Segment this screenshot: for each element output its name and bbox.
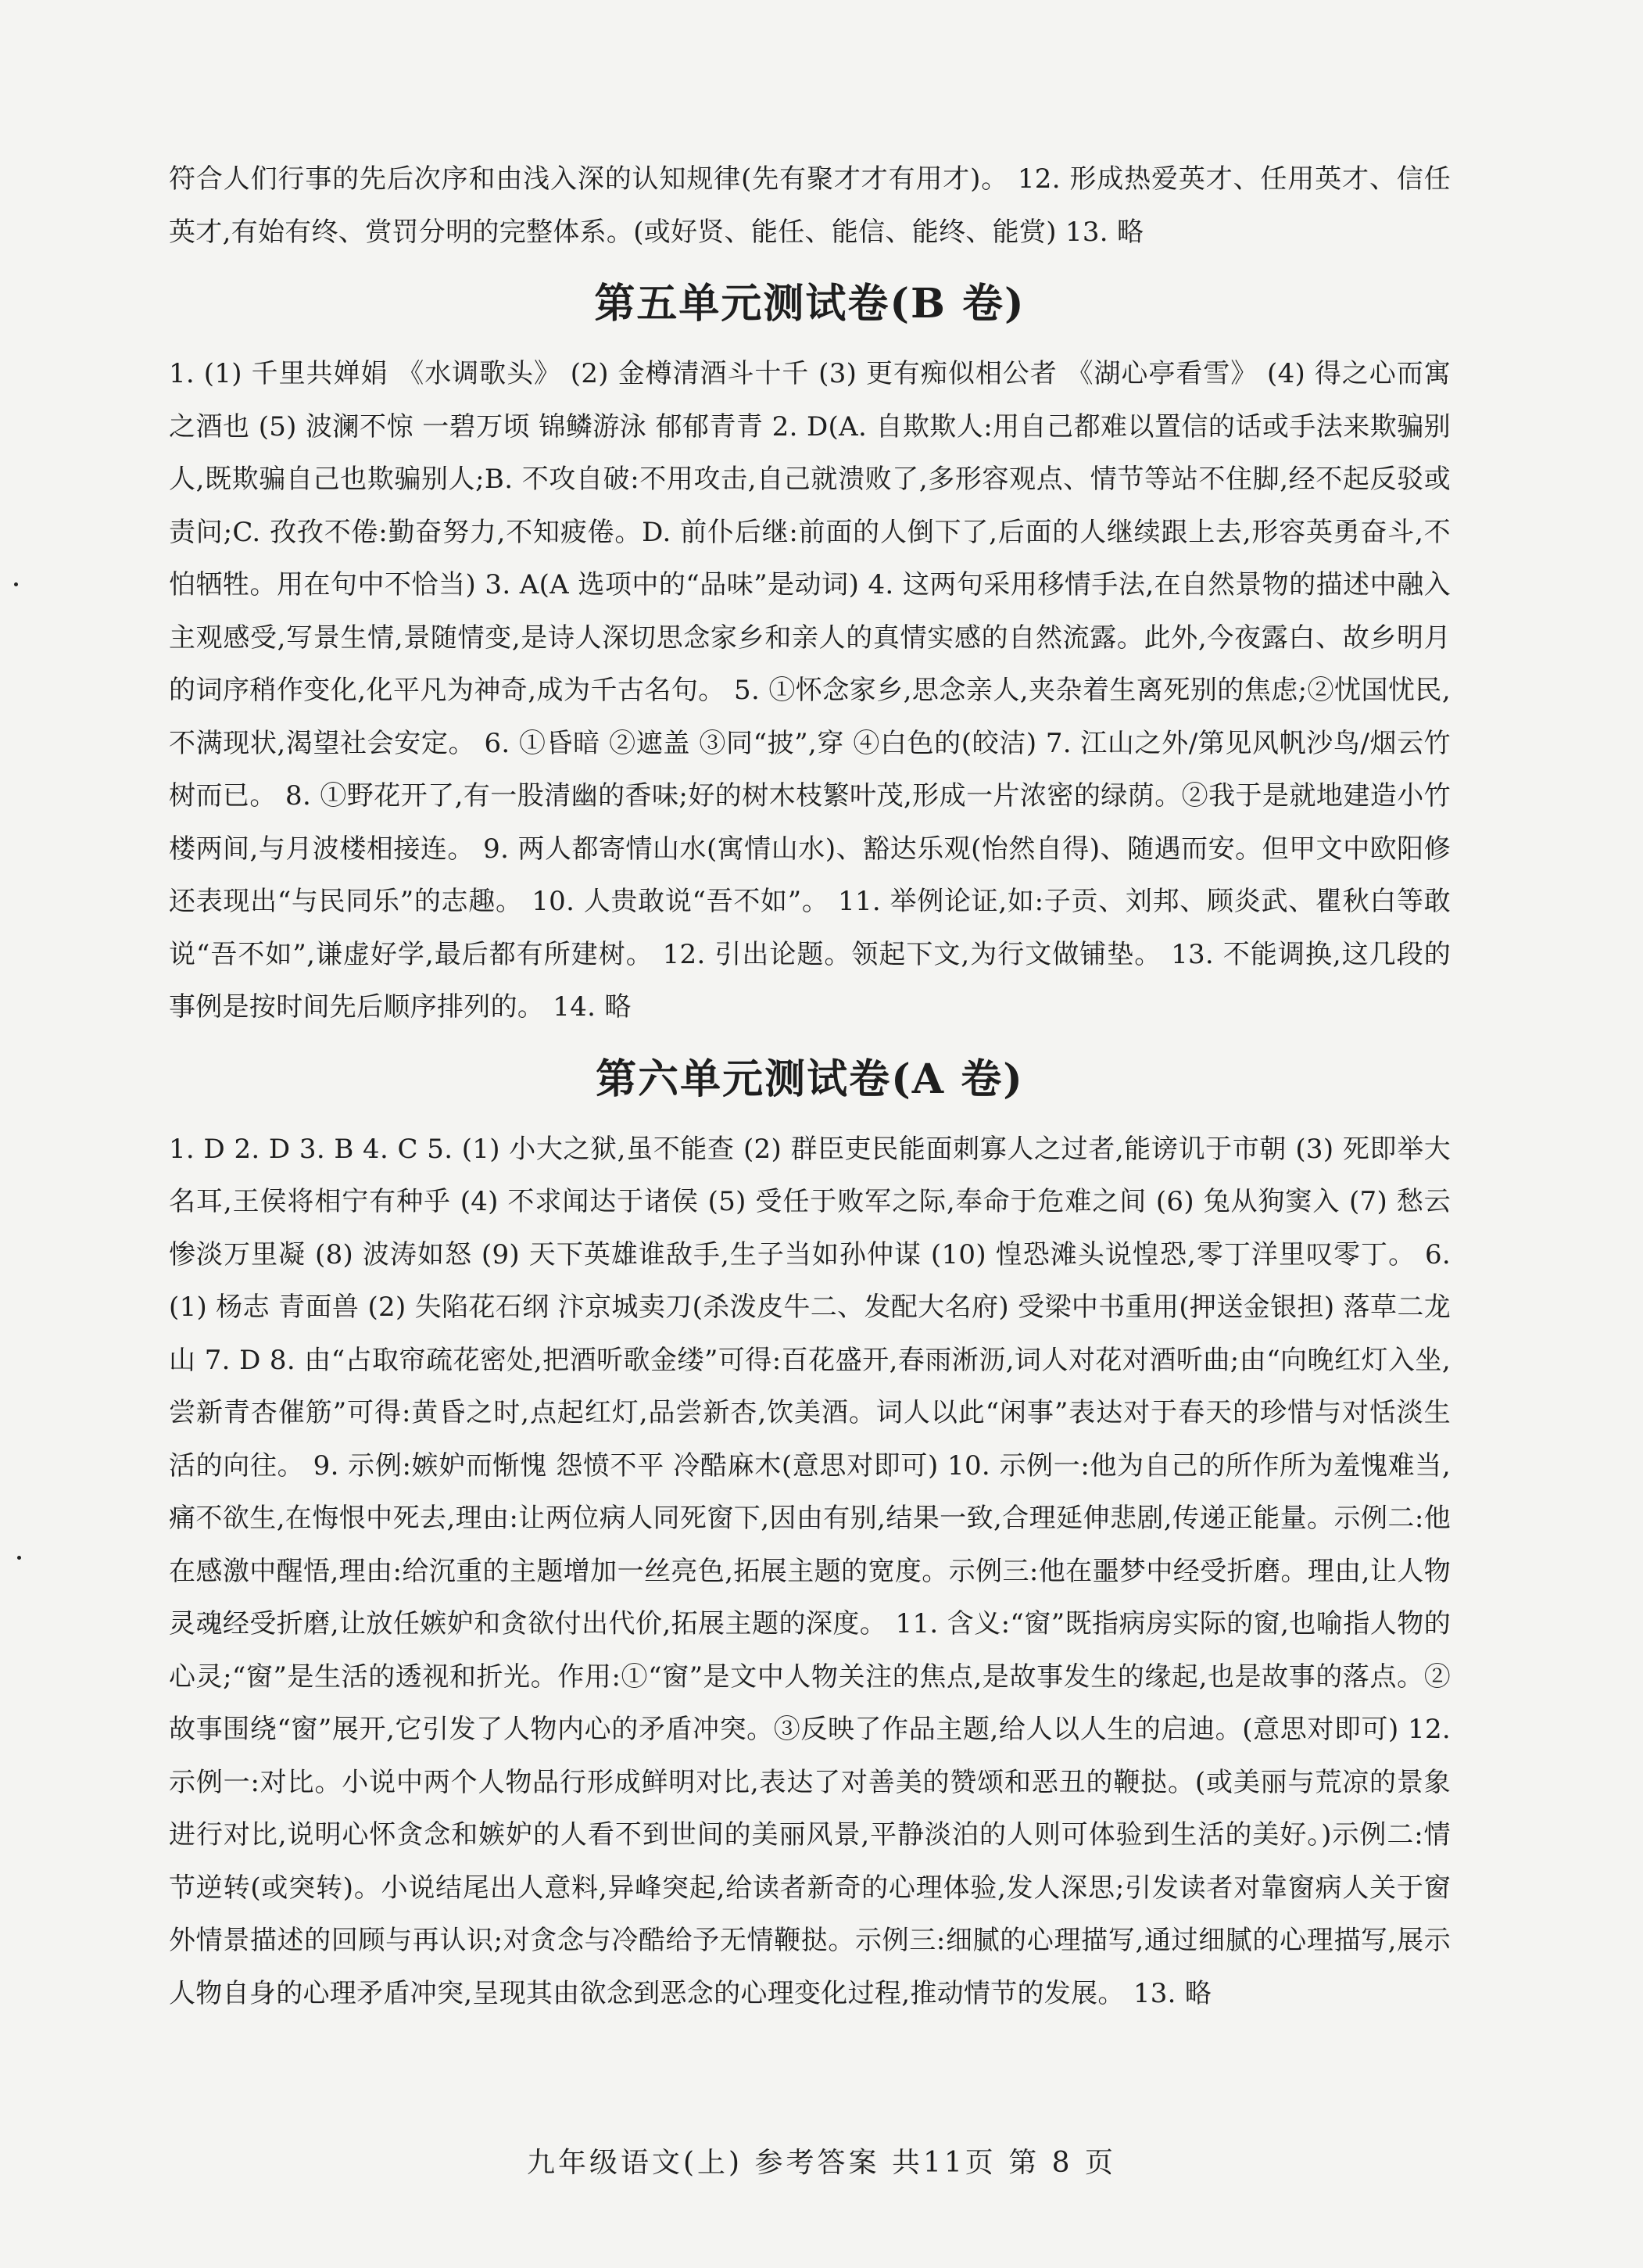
unit5-b-answers: 1. (1) 千里共婵娟 《水调歌头》 (2) 金樽清酒斗十千 (3) 更有痴似相公者 《湖心亭看雪》 (4) 得之心而寓之酒也 (5) 波澜不惊 一碧万顷 锦鳞游泳 郁郁青青 2. D(A. 自欺欺人:用自己都难以置信的话或手法来欺骗别人,既欺骗自己也欺骗别人;B. 不攻自破:不用攻击,自己就溃败了,多形容观点、情节等站不住脚,经不起反驳或责问;C. 孜孜不倦:勤奋努力,不知疲倦。D. 前仆后继:前面的人倒下了,后面的人继续跟上去,形容英勇奋斗,不怕牺牲。用在句中不恰当) 3. A(A 选项中的“品味”是动词) 4. 这两句采用移情手法,在自然景物的描述中融入主观感受,写景生情,景随情变,是诗人深切思念家乡和亲人的真情实感的自然流露。此外,今夜露白、故乡明月的词序稍作变化,化平凡为神奇,成为千古名句。 5. ①怀念家乡,思念亲人,夹杂着生离死别的焦虑;②忧国忧民,不满现状,渴望社会安定。 6. ①昏暗 ②遮盖 ③同“披”,穿 ④白色的(皎洁) 7. 江山之外/第见风帆沙鸟/烟云竹树而已。 8. ①野花开了,有一股清幽的香味;好的树木枝繁叶茂,形成一片浓密的绿荫。②我于是就地建造小竹楼两间,与月波楼相接连。 9. 两人都寄情山水(寓情山水)、豁达乐观(怡然自得)、随遇而安。但甲文中欧阳修还表现出“与民同乐”的志趣。 10. 人贵敢说“吾不如”。 11. 举例论证,如:子贡、刘邦、顾炎武、瞿秋白等敢说“吾不如”,谦虚好学,最后都有所建树。 12. 引出论题。领起下文,为行文做铺垫。 13. 不能调换,这几段的事例是按时间先后顺序排列的。 14. 略 [169, 358, 1451, 1023]
scan-speck [14, 582, 18, 586]
section-title-unit6-a: 第六单元测试卷(A 卷) [596, 1055, 1024, 1103]
page-footer: 九年级语文(上) 参考答案 共11页 第 8 页 [526, 2147, 1117, 2179]
page-content [169, 153, 1451, 2020]
section-title-unit5-b: 第五单元测试卷(B 卷) [594, 280, 1026, 328]
intro-paragraph: 符合人们行事的先后次序和由浅入深的认知规律(先有聚才才有用才)。 12. 形成热爱英才、任用英才、信任英才,有始有终、赏罚分明的完整体系。(或好贤、能任、能信、能终、能赏) 13. 略 [169, 163, 1451, 248]
unit6-a-answers: 1. D 2. D 3. B 4. C 5. (1) 小大之狱,虽不能查 (2) 群臣吏民能面刺寡人之过者,能谤讥于市朝 (3) 死即举大名耳,王侯将相宁有种乎 (4) 不求闻达于诸侯 (5) 受任于败军之际,奉命于危难之间 (6) 兔从狗窦入 (7) 愁云惨淡万里凝 (8) 波涛如怒 (9) 天下英雄谁敌手,生子当如孙仲谋 (10) 惶恐滩头说惶恐,零丁洋里叹零丁。 6. (1) 杨志 青面兽 (2) 失陷花石纲 汴京城卖刀(杀泼皮牛二、发配大名府) 受梁中书重用(押送金银担) 落草二龙山 7. D 8. 由“占取帘疏花密处,把酒听歌金缕”可得:百花盛开,春雨淅沥,词人对花对酒听曲;由“向晚红灯入坐,尝新青杏催筋”可得:黄昏之时,点起红灯,品尝新杏,饮美酒。词人以此“闲事”表达对于春天的珍惜与对恬淡生活的向往。 9. 示例:嫉妒而惭愧 怨愤不平 冷酷麻木(意思对即可) 10. 示例一:他为自己的所作所为羞愧难当,痛不欲生,在悔恨中死去,理由:让两位病人同死窗下,因由有别,结果一致,合理延伸悲剧,传递正能量。示例二:他在感激中醒悟,理由:给沉重的主题增加一丝亮色,拓展主题的宽度。示例三:他在噩梦中经受折磨。理由,让人物灵魂经受折磨,让放任嫉妒和贪欲付出代价,拓展主题的深度。 11. 含义:“窗”既指病房实际的窗,也喻指人物的心灵;“窗”是生活的透视和折光。作用:①“窗”是文中人物关注的焦点,是故事发生的缘起,也是故事的落点。②故事围绕“窗”展开,它引发了人物内心的矛盾冲突。③反映了作品主题,给人以人生的启迪。(意思对即可) 12. 示例一:对比。小说中两个人物品行形成鲜明对比,表达了对善美的赞颂和恶丑的鞭挞。(或美丽与荒凉的景象进行对比,说明心怀贪念和嫉妒的人看不到世间的美丽风景,平静淡泊的人则可体验到生活的美好。)示例二:情节逆转(或突转)。小说结尾出人意料,异峰突起,给读者新奇的心理体验,发人深思;引发读者对靠窗病人关于窗外情景描述的回顾与再认识;对贪念与冷酷给予无情鞭挞。示例三:细腻的心理描写,通过细腻的心理描写,展示人物自身的心理矛盾冲突,呈现其由欲念到恶念的心理变化过程,推动情节的发展。 13. 略 [169, 1133, 1451, 2009]
scan-speck [17, 1556, 21, 1560]
